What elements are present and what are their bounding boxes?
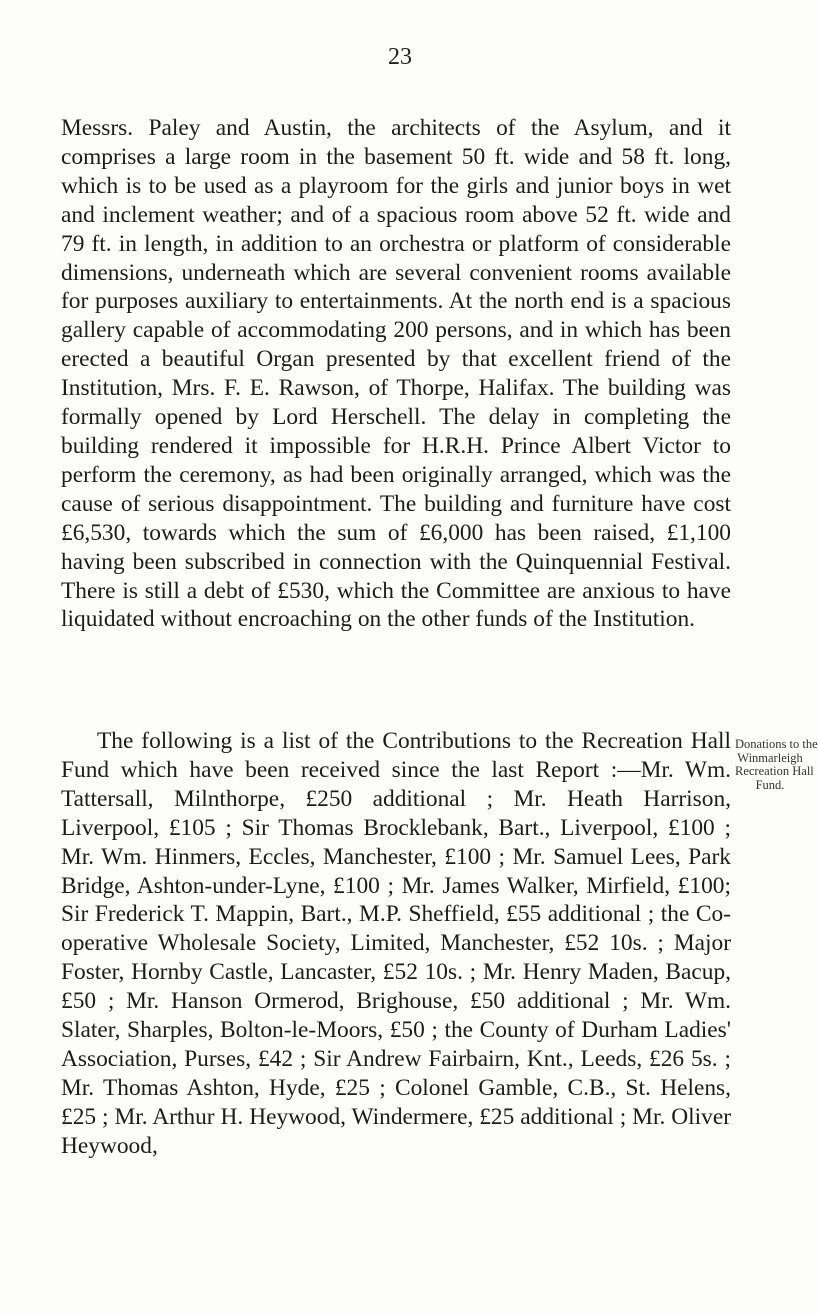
margin-note-line: Recreation Hall — [735, 764, 814, 778]
page-number: 23 — [388, 44, 412, 70]
margin-note-line: Winmarleigh — [737, 750, 803, 765]
margin-note-line: Donations to the — [735, 737, 818, 751]
body-paragraph-contributions: The following is a list of the Contributions to the Recreation Hall Fund which have been received since the last Report :—Mr. Wm. Tattersall, Milnthorpe, £250 additional ; Mr. Heath Harrison, Liverpool, £105 ; Sir Thomas Brocklebank, Bart., Liverpool, £100 ; Mr. Wm. Hinmers, Eccles, Manchester, £100 ; Mr. Samuel Lees, Park Bridge, Ashton-under-Lyne, £100 ; Mr. James Walker, Mirfield, £100; Sir Frederick T. Mappin, Bart., M.P. Sheffield, £55 additional ; the Co-operative Wholesale Society, Limited, Manchester, £52 10s. ; Major Foster, Hornby Castle, Lancaster, £52 10s. ; Mr. Henry Maden, Bacup, £50 ; Mr. Hanson Ormerod, Brighouse, £50 additional ; Mr. Wm. Slater, Sharples, Bolton-le-Moors, £50 ; the County of Durham Ladies' Association, Purses, £42 ; Sir Andrew Fairbairn, Knt., Leeds, £26 5s. ; Mr. Thomas Ashton, Hyde, £25 ; Colonel Gamble, C.B., St. Helens, £25 ; Mr. Arthur H. Heywood, Windermere, £25 additional ; Mr. Oliver Heywood, — [61, 728, 731, 1159]
margin-note-line: Fund. — [755, 777, 785, 792]
margin-note — [735, 737, 818, 792]
body-paragraph-architects: Messrs. Paley and Austin, the architects of the Asylum, and it comprises a large room in the basement 50 ft. wide and 58 ft. long, which is to be used as a playroom for the girls and junior boys in wet and inclement weather; and of a spacious room above 52 ft. wide and 79 ft. in length, in addition to an orchestra or platform of considerable dimensions, underneath which are several convenient rooms available for purposes auxiliary to entertainments. At the north end is a spacious gallery capable of accommodating 200 persons, and in which has been erected a beautiful Organ presented by that excellent friend of the Institution, Mrs. F. E. Rawson, of Thorpe, Halifax. The building was formally opened by Lord Herschell. The delay in completing the building rendered it impossible for H.R.H. Prince Albert Victor to perform the ceremony, as had been originally arranged, which was the cause of serious disappointment. The building and furniture have cost £6,530, towards which the sum of £6,000 has been raised, £1,100 having been subscribed in connection with the Quinquennial Festival. There is still a debt of £530, which the Committee are anxious to have liquidated without encroaching on the other funds of the Institution. — [61, 115, 731, 633]
